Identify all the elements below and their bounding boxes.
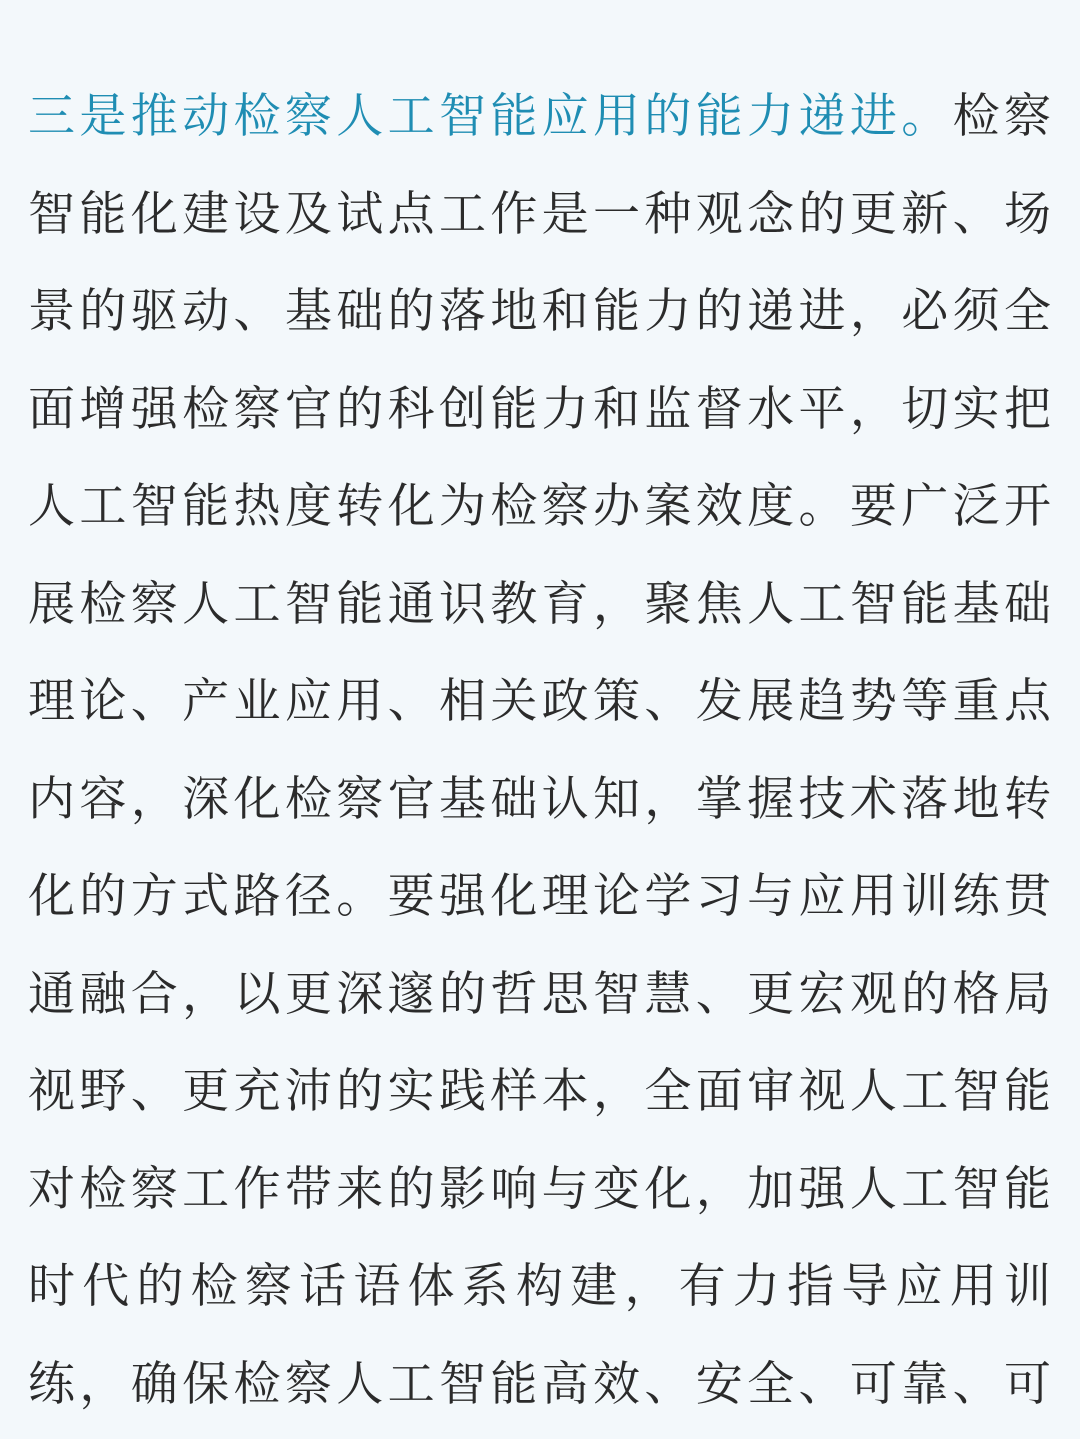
text-line-13: 时代的检察话语体系构建，有力指导应用训: [28, 1259, 1052, 1314]
text-line-1: [28, 68, 1052, 166]
text-line-6: 展检察人工智能通识教育，聚焦人工智能基础: [28, 576, 1052, 632]
text-line-2: 智能化建设及试点工作是一种观念的更新、场: [28, 186, 1052, 242]
text-line-5: 人工智能热度转化为检察办案效度。要广泛开: [28, 479, 1052, 534]
text-line-4: 面增强检察官的科创能力和监督水平，切实把: [28, 381, 1052, 437]
text-line-14: 练，确保检察人工智能高效、安全、可靠、可: [28, 1356, 1052, 1412]
text-line-1-rest: 检察: [952, 89, 1053, 144]
article-body: [28, 68, 1052, 1433]
text-line-10: 通融合，以更深邃的哲思智慧、更宏观的格局: [28, 966, 1052, 1022]
text-line-12: 对检察工作带来的影响与变化，加强人工智能: [28, 1161, 1052, 1217]
section-heading-highlight: 三是推动检察人工智能应用的能力递进。: [28, 89, 953, 144]
text-line-11: 视野、更充沛的实践样本，全面审视人工智能: [28, 1064, 1052, 1119]
text-line-3: 景的驱动、基础的落地和能力的递进，必须全: [28, 284, 1052, 339]
text-line-7: 理论、产业应用、相关政策、发展趋势等重点: [28, 674, 1052, 729]
text-line-9: 化的方式路径。要强化理论学习与应用训练贯: [28, 869, 1052, 924]
text-line-8: 内容，深化检察官基础认知，掌握技术落地转: [28, 771, 1052, 827]
